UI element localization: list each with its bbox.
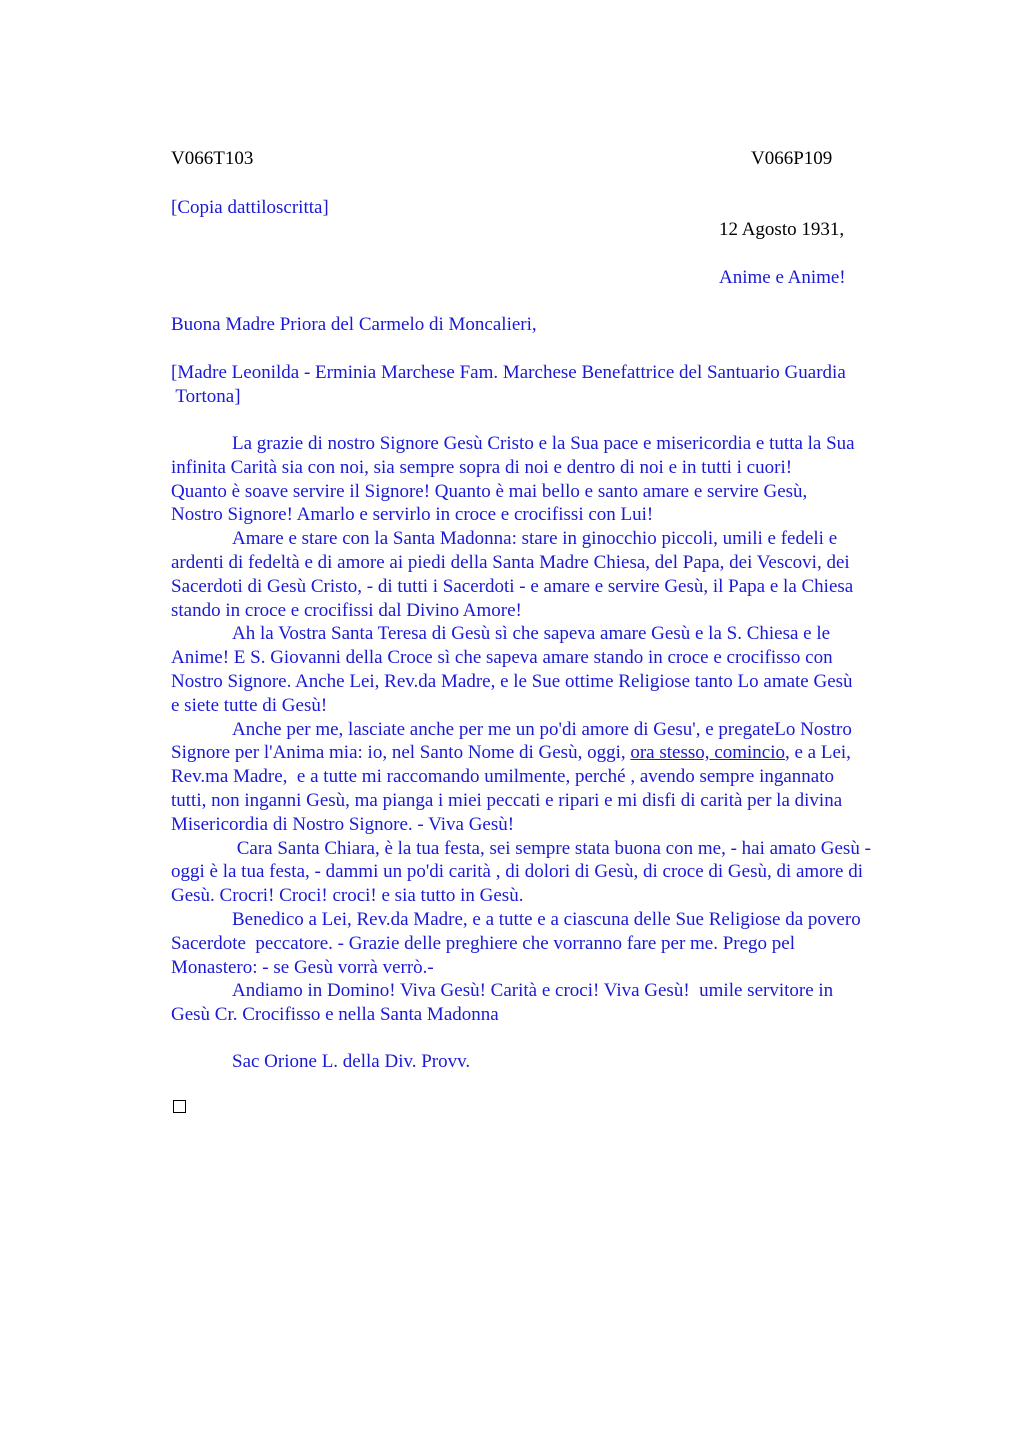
text-line: Amare e stare con la Santa Madonna: stare in ginocchio piccoli, umili e fedeli e xyxy=(232,528,838,550)
paragraph-continuation xyxy=(171,932,931,980)
text-line: Gesù. Crocri! Croci! croci! e sia tutto in Gesù. xyxy=(171,885,524,907)
end-marker-box xyxy=(173,1100,186,1113)
text-line: Cara Santa Chiara, è la tua festa, sei sempre stata buona con me, - hai amato Gesù - xyxy=(232,837,871,859)
text-line: Ah la Vostra Santa Teresa di Gesù sì che sapeva amare Gesù e la S. Chiesa e le xyxy=(232,623,831,645)
text-line: Rev.ma Madre, e a tutte mi raccomando umilmente, perché , avendo sempre ingannato xyxy=(171,766,834,788)
paragraph-continuation xyxy=(171,860,931,908)
paragraph-continuation xyxy=(171,456,931,527)
text-line: Monastero: - se Gesù vorrà verrò.- xyxy=(171,956,434,978)
text-line: Nostro Signore. Anche Lei, Rev.da Madre, e le Sue ottime Religiose tanto Lo amate Gesù xyxy=(171,670,853,692)
text-line: Quanto è soave servire il Signore! Quanto è mai bello e santo amare e servire Gesù, xyxy=(171,480,808,502)
text-line: ardenti di fedeltà e di amore ai piedi della Santa Madre Chiesa, del Papa, dei Vescovi, dei xyxy=(171,551,850,573)
paragraph xyxy=(171,718,931,742)
editorial-note-line: [Madre Leonilda - Erminia Marchese Fam. Marchese Benefattrice del Santuario Guardia xyxy=(171,362,846,383)
underlined-text: ora stesso, comincio xyxy=(630,742,785,764)
text-line: Gesù Cr. Crocifisso e nella Santa Madonna xyxy=(171,1004,499,1026)
paragraph xyxy=(171,622,931,646)
paragraph xyxy=(171,908,931,932)
text-line: Nostro Signore! Amarlo e servirlo in croce e crocifissi con Lui! xyxy=(171,504,654,526)
text-line: tutti, non inganni Gesù, ma pianga i miei peccati e ripari e mi disfi di carità per la divina xyxy=(171,789,843,811)
paragraph-continuation xyxy=(171,551,931,622)
text-line: infinita Carità sia con noi, sia sempre sopra di noi e dentro di noi e in tutti i cuori! xyxy=(171,456,793,478)
text-line: Misericordia di Nostro Signore. - Viva Gesù! xyxy=(171,813,515,835)
paragraph-continuation xyxy=(171,1003,931,1027)
text-line: stando in croce e crocifissi dal Divino Amore! xyxy=(171,599,522,621)
text-line: e siete tutte di Gesù! xyxy=(171,694,328,716)
paragraph xyxy=(171,432,931,456)
letter-date: 12 Agosto 1931, xyxy=(719,219,845,240)
text-segment: , e a Lei, xyxy=(784,742,851,764)
document-code-left: V066T103 xyxy=(171,148,254,169)
paragraph xyxy=(171,837,931,861)
paragraph xyxy=(171,979,931,1003)
text-line: Anche per me, lasciate anche per me un po'di amore di Gesu', e pregateLo Nostro xyxy=(232,718,852,740)
text-line: oggi è la tua festa, - dammi un po'di carità , di dolori di Gesù, di croce di Gesù, di amore di xyxy=(171,861,863,883)
text-line: Andiamo in Domino! Viva Gesù! Carità e croci! Viva Gesù! umile servitore in xyxy=(232,980,834,1002)
editorial-note xyxy=(171,361,911,409)
paragraph-continuation xyxy=(171,741,931,836)
text-line: Sacerdote peccatore. - Grazie delle preghiere che vorranno fare per me. Prego pel xyxy=(171,932,796,954)
letter-body xyxy=(171,432,931,1027)
text-line: La grazie di nostro Signore Gesù Cristo e la Sua pace e misericordia e tutta la Sua xyxy=(232,433,855,454)
greeting-motto: Anime e Anime! xyxy=(719,267,846,288)
paragraph-continuation xyxy=(171,646,931,717)
text-line: Benedico a Lei, Rev.da Madre, e a tutte e a ciascuna delle Sue Religiose da povero xyxy=(232,908,861,930)
editorial-note-line: Tortona] xyxy=(171,385,241,407)
text-segment: Signore per l'Anima mia: io, nel Santo Nome di Gesù, oggi, xyxy=(171,742,631,764)
signature: Sac Orione L. della Div. Provv. xyxy=(232,1051,471,1072)
paragraph xyxy=(171,527,931,551)
text-line: Sacerdoti di Gesù Cristo, - di tutti i Sacerdoti - e amare e servire Gesù, il Papa e la Chiesa xyxy=(171,575,854,597)
text-line: Anime! E S. Giovanni della Croce sì che sapeva amare stando in croce e crocifisso con xyxy=(171,647,833,669)
document-code-right: V066P109 xyxy=(751,148,833,169)
copy-note: [Copia dattiloscritta] xyxy=(171,197,329,218)
salutation: Buona Madre Priora del Carmelo di Moncalieri, xyxy=(171,314,537,335)
text-line xyxy=(171,741,931,765)
